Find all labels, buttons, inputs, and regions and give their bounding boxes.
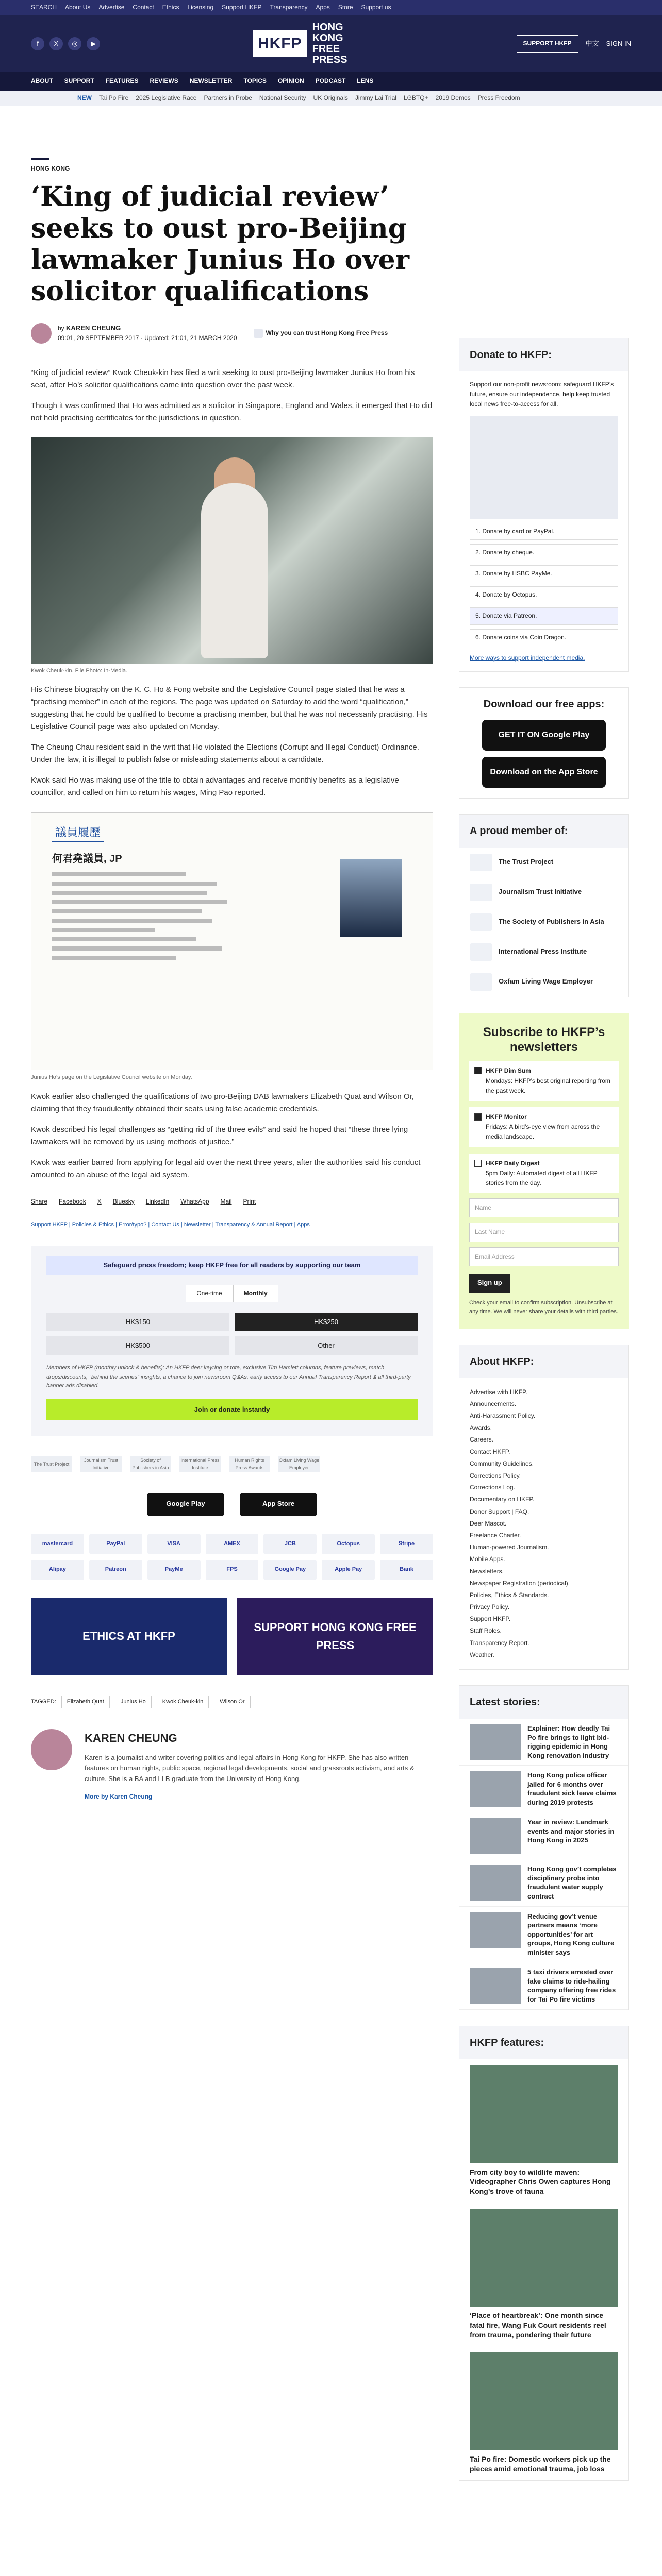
- donate-intro[interactable]: Support our non-profit newsroom: safeguard HKFP’s future, ensure our independence, help keep trusted local news free-to-access for all.: [470, 381, 614, 408]
- about-link[interactable]: Deer Mascot.: [470, 1519, 507, 1527]
- app-store-badge[interactable]: App Store: [240, 1493, 317, 1516]
- newsletter-name: HKFP Dim Sum: [486, 1067, 531, 1075]
- share-link[interactable]: LinkedIn: [145, 1197, 170, 1205]
- nav-item[interactable]: LENS: [357, 77, 374, 85]
- article-title: ‘King of judicial review’ seeks to oust pro-Beijing lawmaker Junius Ho over solicitor qualifications: [31, 181, 409, 308]
- app-store-button[interactable]: Download on the App Store: [482, 757, 606, 788]
- newsletter-input[interactable]: Last Name: [469, 1223, 619, 1242]
- article-paragraph: Kwok described his legal challenges as “getting rid of the three evils” and said he hoped that “these three lying lawmakers will be removed by us using methods of justice.”: [31, 1125, 408, 1146]
- article-kicker[interactable]: HONG KONG: [31, 165, 70, 172]
- donate-option[interactable]: 4. Donate by Octopus.: [470, 586, 618, 603]
- feature-story[interactable]: [459, 2059, 628, 2203]
- article-footer-links[interactable]: Support HKFP | Policies & Ethics | Error/typo? | Contact Us | Newsletter | Transparency & Annual Report | Apps: [31, 1215, 433, 1235]
- article-paragraph: Kwok was earlier barred from applying for legal aid over the next three years, after the authorities said his conduct amounted to an abuse of the legal aid system.: [31, 1158, 421, 1179]
- author-box-name[interactable]: KAREN CHEUNG: [85, 1732, 177, 1745]
- topbar-link[interactable]: Contact: [133, 4, 154, 11]
- screenshot-name: 何君堯議員, JP: [52, 853, 122, 865]
- google-play-badge[interactable]: Google Play: [147, 1493, 224, 1516]
- about-link[interactable]: Freelance Charter.: [470, 1531, 521, 1539]
- latest-story[interactable]: [459, 1812, 628, 1859]
- author-name-link[interactable]: KAREN CHEUNG: [66, 324, 121, 332]
- promo-banners: [31, 1598, 433, 1675]
- trending-link[interactable]: Tai Po Fire: [99, 94, 129, 102]
- about-link[interactable]: Documentary on HKFP.: [470, 1496, 535, 1503]
- about-link[interactable]: Privacy Policy.: [470, 1603, 510, 1611]
- why-trust-label: Why you can trust Hong Kong Free Press: [266, 329, 388, 337]
- article-paragraph: Kwok earlier also challenged the qualifications of two pro-Beijing DAB lawmakers Elizabeth Quat and Wilson Or, claiming that they fraudulently obtained their seats using false academic credentials.: [31, 1092, 414, 1113]
- donate-headline: Safeguard press freedom; keep HKFP free for all readers by supporting our team: [46, 1256, 418, 1275]
- about-link[interactable]: Mobile Apps.: [470, 1555, 505, 1563]
- join-donate-button[interactable]: Join or donate instantly: [46, 1399, 418, 1420]
- donate-options: [470, 523, 618, 646]
- screenshot-text-line: [52, 900, 227, 904]
- donate-widget: [459, 338, 629, 672]
- nav-item[interactable]: REVIEWS: [150, 77, 178, 85]
- member-item[interactable]: [459, 907, 628, 937]
- tag-link[interactable]: Junius Ho: [115, 1696, 152, 1709]
- trust-badge-icon: [254, 329, 263, 338]
- payment-method-icon: mastercard: [31, 1534, 84, 1554]
- widget-title: HKFP features:: [459, 2026, 628, 2059]
- logo-mark: HKFP: [253, 30, 307, 57]
- partner-logo[interactable]: The Trust Project: [31, 1456, 72, 1472]
- sign-up-button[interactable]: Sign up: [469, 1274, 510, 1293]
- newsletter-note: Check your email to confirm subscription. Unsubscribe at any time. We will never share your details with third parties.: [469, 1299, 618, 1315]
- newsletter-option-text: [486, 1159, 614, 1189]
- partner-logo[interactable]: International Press Institute: [179, 1456, 221, 1472]
- widget-title: Donate to HKFP:: [459, 338, 628, 371]
- about-link[interactable]: Corrections Log.: [470, 1484, 516, 1492]
- payment-method-icon: Alipay: [31, 1560, 84, 1580]
- newsletter-name: HKFP Daily Digest: [486, 1159, 540, 1167]
- payment-method-icon: Stripe: [380, 1534, 433, 1554]
- nav-item[interactable]: PODCAST: [315, 77, 346, 85]
- nav-item[interactable]: TOPICS: [243, 77, 267, 85]
- more-ways-link[interactable]: More ways to support independent media.: [470, 654, 585, 662]
- tag-link[interactable]: Kwok Cheuk-kin: [157, 1696, 209, 1709]
- feature-title[interactable]: Tai Po fire: Domestic workers pick up the pieces amid emotional trauma, job loss: [470, 2454, 611, 2473]
- about-link[interactable]: Staff Roles.: [470, 1627, 502, 1635]
- checkbox[interactable]: [474, 1160, 482, 1167]
- about-link[interactable]: Community Guidelines.: [470, 1460, 534, 1467]
- member-logo: [470, 943, 492, 961]
- latest-list: [459, 1719, 628, 2009]
- topbar-link[interactable]: Store: [338, 4, 353, 11]
- about-link[interactable]: Transparency Report.: [470, 1639, 529, 1647]
- top-utility-bar: [0, 0, 662, 15]
- youtube-icon[interactable]: ▶: [87, 37, 100, 50]
- widget-title: Download our free apps:: [483, 698, 605, 710]
- about-link[interactable]: Awards.: [470, 1424, 492, 1432]
- author-bio: Karen is a journalist and writer covering politics and legal affairs in Hong Kong for HKFP. She has also written features on human rights, public space, regional legal developments, social and grassroots activism, and arts & culture. She is a BA and LLB graduate from the University of Hong Kong.: [85, 1753, 415, 1783]
- about-link[interactable]: Announcements.: [470, 1400, 517, 1408]
- newsletter-option[interactable]: [469, 1107, 619, 1147]
- trending-link[interactable]: Jimmy Lai Trial: [355, 94, 396, 102]
- newsletter-options: [469, 1061, 619, 1193]
- x-icon[interactable]: X: [49, 37, 63, 50]
- photo-subject-body: [201, 483, 268, 658]
- screenshot-text-line: [52, 919, 212, 923]
- story-thumbnail[interactable]: [470, 1724, 521, 1760]
- topbar-link[interactable]: Licensing: [187, 4, 214, 11]
- sign-in-link[interactable]: SIGN IN: [606, 39, 631, 47]
- about-link[interactable]: Newsletters.: [470, 1567, 504, 1575]
- nav-item[interactable]: SUPPORT: [64, 77, 94, 85]
- payment-method-icon: AMEX: [206, 1534, 259, 1554]
- share-link[interactable]: Facebook: [59, 1197, 86, 1205]
- sidebar: [459, 106, 629, 2496]
- payment-method-icon: Bank: [380, 1560, 433, 1580]
- monthly-tab[interactable]: Monthly: [233, 1285, 278, 1302]
- trending-link[interactable]: UK Originals: [313, 94, 348, 102]
- screenshot-portrait: [340, 859, 402, 937]
- feature-title[interactable]: From city boy to wildlife maven: Videographer Chris Owen captures Hong Kong’s trove of fauna: [470, 2167, 611, 2196]
- trending-link[interactable]: Partners in Probe: [204, 94, 252, 102]
- trending-link[interactable]: Press Freedom: [477, 94, 520, 102]
- member-item[interactable]: [459, 937, 628, 967]
- trending-bar: [0, 91, 662, 106]
- article-photo: [31, 437, 433, 664]
- main-nav: [0, 72, 662, 91]
- topbar-link[interactable]: Transparency: [270, 4, 308, 11]
- story-title[interactable]: Hong Kong police officer jailed for 6 months over fraudulent sick leave claims during 2019 protests: [527, 1771, 617, 1806]
- newsletter-desc: Fridays: A bird’s-eye view from across the media landscape.: [486, 1123, 600, 1141]
- partner-logo[interactable]: Human Rights Press Awards: [229, 1456, 270, 1472]
- latest-story[interactable]: [459, 1907, 628, 1963]
- story-thumbnail[interactable]: [470, 1865, 521, 1901]
- feature-image[interactable]: [470, 2352, 618, 2450]
- widget-title: About HKFP:: [459, 1345, 628, 1378]
- legco-screenshot: [31, 812, 433, 1070]
- about-link[interactable]: Policies, Ethics & Standards.: [470, 1591, 549, 1599]
- byline-text: [58, 323, 237, 344]
- donate-option[interactable]: 1. Donate by card or PayPal.: [470, 523, 618, 540]
- member-logo: [470, 854, 492, 871]
- payment-method-icon: Patreon: [89, 1560, 142, 1580]
- facebook-icon[interactable]: f: [31, 37, 44, 50]
- feature-image[interactable]: [470, 2065, 618, 2163]
- donation-amounts: [46, 1313, 418, 1356]
- trending-link[interactable]: 2025 Legislative Race: [136, 94, 197, 102]
- masthead: [0, 15, 662, 72]
- member-name: The Trust Project: [499, 858, 554, 866]
- screenshot-text-line: [52, 872, 186, 876]
- amount-option[interactable]: HK$150: [46, 1313, 229, 1332]
- member-name: Journalism Trust Initiative: [499, 888, 582, 896]
- screenshot-text-line: [52, 891, 207, 895]
- newsletter-option[interactable]: [469, 1154, 619, 1194]
- topbar-link[interactable]: About Us: [65, 4, 91, 11]
- checkbox[interactable]: [474, 1067, 482, 1074]
- nav-item[interactable]: NEWSLETTER: [189, 77, 233, 85]
- feature-story[interactable]: [459, 2202, 628, 2346]
- donate-box: [31, 1246, 433, 1436]
- latest-story[interactable]: [459, 1859, 628, 1906]
- trending-label: NEW: [77, 94, 92, 102]
- payment-method-icon: PayMe: [147, 1560, 201, 1580]
- about-link[interactable]: Careers.: [470, 1436, 494, 1444]
- member-item[interactable]: [459, 848, 628, 877]
- story-title[interactable]: Reducing gov’t venue partners means ‘more opportunities’ for art groups, Hong Kong culture minister says: [527, 1912, 615, 1956]
- feature-image[interactable]: [470, 2209, 618, 2307]
- newsletter-input[interactable]: Email Address: [469, 1247, 619, 1266]
- chinese-language-link[interactable]: 中文: [585, 39, 599, 47]
- features-widget: [459, 2026, 629, 2481]
- apps-widget: [459, 687, 629, 799]
- screenshot-text-line: [52, 882, 217, 886]
- story-title[interactable]: Year in review: Landmark events and major stories in Hong Kong in 2025: [527, 1818, 615, 1844]
- tags-row: [31, 1696, 433, 1709]
- share-link[interactable]: WhatsApp: [180, 1197, 209, 1205]
- support-hkfp-button[interactable]: SUPPORT HKFP: [517, 35, 578, 52]
- amount-option[interactable]: HK$250: [235, 1313, 418, 1332]
- member-name: The Society of Publishers in Asia: [499, 918, 604, 926]
- widget-title: A proud member of:: [459, 815, 628, 848]
- newsletter-name: HKFP Monitor: [486, 1113, 527, 1121]
- checkbox[interactable]: [474, 1113, 482, 1121]
- member-logo: [470, 884, 492, 901]
- byline-prefix: by: [58, 324, 64, 332]
- features-list: [459, 2059, 628, 2480]
- tag-link[interactable]: Wilson Or: [214, 1696, 250, 1709]
- share-link[interactable]: Bluesky: [112, 1197, 135, 1205]
- trending-link[interactable]: 2019 Demos: [435, 94, 471, 102]
- topbar-link[interactable]: Support us: [361, 4, 391, 11]
- donate-option[interactable]: 5. Donate via Patreon.: [470, 607, 618, 624]
- member-logo: [470, 913, 492, 931]
- feature-title[interactable]: ‘Place of heartbreak’: One month since fatal fire, Wang Fuk Court residents reel from trauma, pondering their future: [470, 2311, 606, 2339]
- about-link[interactable]: Corrections Policy.: [470, 1472, 521, 1480]
- one-time-tab[interactable]: One-time: [186, 1285, 233, 1302]
- share-link[interactable]: X: [97, 1197, 102, 1205]
- share-link[interactable]: Mail: [220, 1197, 232, 1205]
- payment-method-icon: JCB: [263, 1534, 317, 1554]
- about-link[interactable]: Anti-Harassment Policy.: [470, 1412, 536, 1420]
- article-paragraph: Kwok said Ho was making use of the title to obtain advantages and receive monthly benefits as a legislative councillor, and called on him to return his wages, Ming Pao reported.: [31, 776, 399, 798]
- about-link[interactable]: Support HKFP.: [470, 1615, 511, 1623]
- author-avatar[interactable]: [31, 323, 52, 344]
- newsletter-option[interactable]: [469, 1061, 619, 1101]
- topbar-link[interactable]: Advertise: [98, 4, 125, 11]
- member-name: Oxfam Living Wage Employer: [499, 977, 593, 986]
- screenshot-text-line: [52, 928, 155, 932]
- tag-link[interactable]: Elizabeth Quat: [61, 1696, 110, 1709]
- about-link[interactable]: Donor Support | FAQ.: [470, 1507, 529, 1515]
- screenshot-text-line: [52, 909, 202, 913]
- about-link[interactable]: Advertise with HKFP.: [470, 1388, 527, 1396]
- latest-widget: [459, 1685, 629, 2010]
- article-paragraph: Though it was confirmed that Ho was admitted as a solicitor in Singapore, England and Wales, it emerged that Ho did not hold practising certificates for the jurisdictions in question.: [31, 401, 433, 422]
- screenshot-text-line: [52, 946, 222, 951]
- screenshot-text-line: [52, 956, 176, 960]
- frequency-toggle: [46, 1285, 418, 1302]
- payment-method-icon: VISA: [147, 1534, 201, 1554]
- about-link[interactable]: Human-powered Journalism.: [470, 1544, 549, 1551]
- member-logo: [470, 973, 492, 991]
- newsletter-option-text: [486, 1112, 614, 1142]
- topbar-link[interactable]: Apps: [316, 4, 330, 11]
- payment-method-icon: FPS: [206, 1560, 259, 1580]
- newsletter-input[interactable]: Name: [469, 1198, 619, 1217]
- topbar-link[interactable]: Ethics: [162, 4, 179, 11]
- article-paragraph: “King of judicial review” Kwok Cheuk-kin has filed a writ seeking to oust pro-Beijing lawmaker Junius Ho from his seat, after Ho’s solicitor qualifications came into question over the past week.: [31, 368, 415, 389]
- newsletter-desc: 5pm Daily: Automated digest of all HKFP stories from the day.: [486, 1169, 598, 1187]
- amount-option[interactable]: Other: [235, 1336, 418, 1355]
- article-paragraph: His Chinese biography on the K. C. Ho & Fong website and the Legislative Council page stated that he was a “practising member” in each of the regions. The page was updated on Saturday to add the word “qualification,” suggesting that he could be qualified to become a practising member, but that he was not necessarily practising. His Legislative Council page was also updated on Monday.: [31, 685, 428, 732]
- support-banner[interactable]: SUPPORT HONG KONG FREE PRESS: [237, 1598, 433, 1675]
- masthead-actions: [517, 35, 631, 52]
- screenshot-text-line: [52, 937, 196, 941]
- payment-method-icon: PayPal: [89, 1534, 142, 1554]
- article-dates: 09:01, 20 SEPTEMBER 2017 · Updated: 21:01, 21 MARCH 2020: [58, 334, 237, 342]
- feature-story[interactable]: [459, 2346, 628, 2480]
- share-label: Share: [31, 1197, 48, 1205]
- share-bar: [31, 1197, 433, 1207]
- byline: [31, 323, 433, 344]
- widget-title: Latest stories:: [459, 1686, 628, 1719]
- about-link[interactable]: Newspaper Registration (periodical).: [470, 1579, 570, 1587]
- about-list: [459, 1378, 628, 1669]
- newsletter-option-text: [486, 1066, 614, 1096]
- author-box: [31, 1729, 433, 1802]
- trending-link[interactable]: National Security: [259, 94, 306, 102]
- payment-method-icon: Apple Pay: [322, 1560, 375, 1580]
- nav-item[interactable]: ABOUT: [31, 77, 53, 85]
- nav-item[interactable]: OPINION: [277, 77, 304, 85]
- payment-method-icon: Google Pay: [263, 1560, 317, 1580]
- partner-logos: [31, 1456, 433, 1472]
- about-link[interactable]: Contact HKFP.: [470, 1448, 510, 1455]
- payment-method-icon: Octopus: [322, 1534, 375, 1554]
- member-widget: [459, 814, 629, 997]
- search-link[interactable]: SEARCH: [31, 4, 57, 11]
- payment-methods: [31, 1534, 433, 1580]
- story-thumbnail[interactable]: [470, 1818, 521, 1854]
- donate-option[interactable]: 2. Donate by cheque.: [470, 544, 618, 561]
- screenshot-title: 議員履歷: [52, 823, 104, 842]
- social-links: [31, 37, 100, 50]
- trending-link[interactable]: LGBTQ+: [403, 94, 428, 102]
- partner-logo[interactable]: Oxfam Living Wage Employer: [278, 1456, 320, 1472]
- newsletter-title: Subscribe to HKFP’s newsletters: [483, 1025, 605, 1054]
- more-by-author-link[interactable]: More by Karen Cheung: [85, 1792, 153, 1800]
- partner-logo[interactable]: Society of Publishers in Asia: [130, 1456, 171, 1472]
- member-benefits-note: Members of HKFP (monthly unlock & benefits): An HKFP deer keyring or tote, exclusive Tim Hamlett columns, feature previews, match drops/discounts, “behind the scenes” insights, a chance to join newsroom Q&As, early access to our Annual Transparency Report & all third-party banner ads disabled.: [46, 1365, 411, 1389]
- latest-story[interactable]: [459, 1962, 628, 2009]
- member-list: [459, 848, 628, 997]
- story-title[interactable]: 5 taxi drivers arrested over fake claims to ride-hailing company offering free rides for Tai Po fire victims: [527, 1968, 616, 2003]
- donate-image: [470, 416, 618, 519]
- google-play-button[interactable]: GET IT ON Google Play: [482, 720, 606, 751]
- story-thumbnail[interactable]: [470, 1968, 521, 2004]
- site-logo[interactable]: [253, 22, 364, 65]
- newsletter-widget: [459, 1013, 629, 1329]
- latest-story[interactable]: [459, 1766, 628, 1812]
- story-thumbnail[interactable]: [470, 1912, 521, 1948]
- partner-logo[interactable]: Journalism Trust Initiative: [80, 1456, 122, 1472]
- donate-option[interactable]: 6. Donate coins via Coin Dragon.: [470, 629, 618, 646]
- newsletter-fields: [469, 1198, 619, 1266]
- author-avatar-large[interactable]: [31, 1729, 72, 1770]
- member-name: International Press Institute: [499, 947, 587, 956]
- kicker-rule: [31, 158, 49, 160]
- why-trust-link[interactable]: [254, 328, 388, 338]
- amount-option[interactable]: HK$500: [46, 1336, 229, 1355]
- about-widget: [459, 1345, 629, 1670]
- member-item[interactable]: [459, 877, 628, 907]
- article-main: [31, 106, 433, 2496]
- screenshot-caption: Junius Ho’s page on the Legislative Council website on Monday.: [31, 1074, 192, 1081]
- story-thumbnail[interactable]: [470, 1771, 521, 1807]
- app-store-row: [31, 1493, 433, 1516]
- nav-item[interactable]: FEATURES: [105, 77, 139, 85]
- story-title[interactable]: Hong Kong gov’t completes disciplinary probe into fraudulent water supply contract: [527, 1865, 617, 1901]
- newsletter-desc: Mondays: HKFP’s best original reporting from the past week.: [486, 1077, 610, 1094]
- story-title[interactable]: Explainer: How deadly Tai Po fire brings to light bid-rigging epidemic in Hong Kong renovation industry: [527, 1724, 610, 1759]
- donate-option[interactable]: 3. Donate by HSBC PayMe.: [470, 565, 618, 582]
- share-link[interactable]: Print: [243, 1197, 256, 1205]
- about-link[interactable]: Weather.: [470, 1651, 494, 1658]
- article-paragraph: The Cheung Chau resident said in the writ that Ho violated the Elections (Corrupt and Illegal Conduct) Ordinance. Under the law, it is illegal to publish false or misleading statements about a candidate.: [31, 743, 419, 765]
- logo-name: HONG KONG FREE PRESS: [312, 22, 347, 65]
- instagram-icon[interactable]: ◎: [68, 37, 81, 50]
- member-item[interactable]: [459, 967, 628, 997]
- ethics-banner[interactable]: ETHICS AT HKFP: [31, 1598, 227, 1675]
- latest-story[interactable]: [459, 1719, 628, 1766]
- photo-caption: Kwok Cheuk-kin. File Photo: In-Media.: [31, 667, 128, 674]
- tags-label: TAGGED:: [31, 1698, 56, 1705]
- topbar-link[interactable]: Support HKFP: [222, 4, 262, 11]
